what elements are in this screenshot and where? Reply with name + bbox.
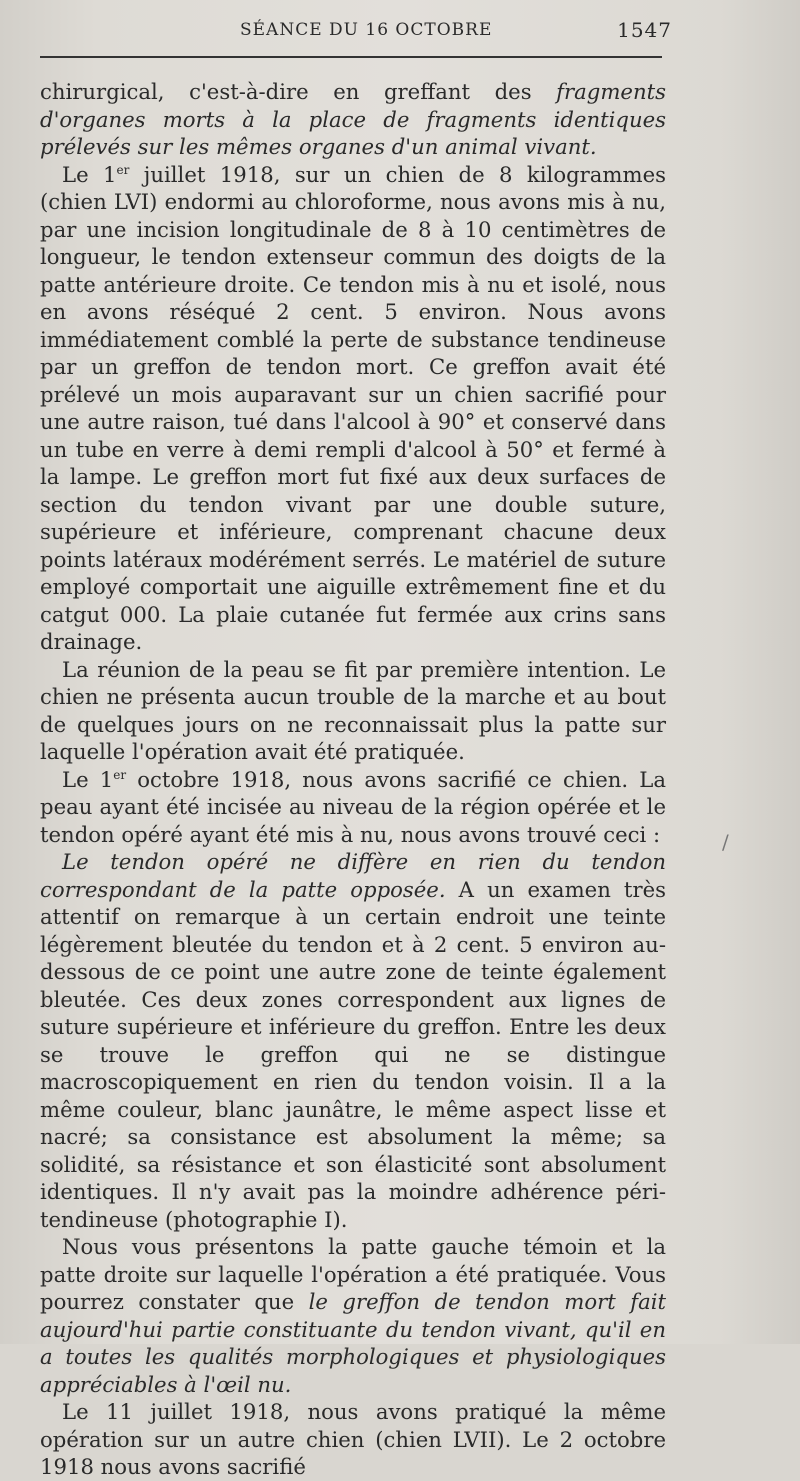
italic-text: Le tendon opéré ne diffère en rien du tendon correspondant de la patte opposée. xyxy=(40,849,666,902)
paragraph xyxy=(40,1233,666,1398)
italic-text: le greffon de tendon mort fait aujourd'hui partie constituante du tendon vivant, qu'il en a toutes les qualités morphologiques et physiologiques appréciables à l'œil nu. xyxy=(40,1289,666,1397)
header-rule xyxy=(40,56,662,58)
body-text xyxy=(40,78,666,1481)
text-segment: A un examen très attentif on remarque à un certain endroit une teinte légèrement bleutée du tendon et à 2 cent. 5 environ au-dessous de ce point une autre zone de teinte également bleutée. Ces deux zones correspondent aux lignes de suture supérieure et inférieure du greffon. Entre les deux se trouve le greffon qui ne se distingue macroscopiquement en rien du tendon voisin. Il a la même couleur, blanc jaunâtre, le même aspect lisse et nacré; sa consistance est absolument la même; sa solidité, sa résistance et son élasticité sont absolument identiques. Il n'y avait pas la moindre adhérence péri-tendineuse (photographie I). xyxy=(40,876,666,1232)
text-segment: juillet 1918, sur un chien de 8 kilogrammes (chien LVI) endormi au chloroforme, nous avons mis à nu, par une incision longitudinale de 8 à 10 centimètres de longueur, le tendon extenseur commun des doigts de la patte antérieure droite. Ce tendon mis à nu et isolé, nous en avons réséqué 2 cent. 5 environ. Nous avons immédiatement comblé la perte de substance tendineuse par un greffon de tendon mort. Ce greffon avait été prélevé un mois auparavant sur un chien sacrifié pour une autre raison, tué dans l'alcool à 90° et conservé dans un tube en verre à demi rempli d'alcool à 50° et fermé à la lampe. Le greffon mort fut fixé aux deux surfaces de section du tendon vivant par une double suture, supérieure et inférieure, comprenant chacune deux points latéraux modérément serrés. Le matériel de suture employé comportait une aiguille extrêmement fine et du catgut 000. La plaie cutanée fut fermée aux crins sans drainage. xyxy=(40,161,666,654)
paragraph xyxy=(40,1398,666,1481)
text-segment: octobre 1918, nous avons sacrifié ce chien. La peau ayant été incisée au niveau de la région opérée et le tendon opéré ayant été mis à nu, nous avons trouvé ceci : xyxy=(40,766,666,847)
superscript: er xyxy=(116,162,130,177)
text-segment: Le 1 xyxy=(62,161,117,187)
paragraph xyxy=(40,78,666,161)
margin-pencil-mark: / xyxy=(722,830,729,854)
paragraph xyxy=(40,161,666,656)
page-number: 1547 xyxy=(617,18,672,42)
text-segment: Le 1 xyxy=(62,766,114,792)
text-segment: chirurgical, c'est-à-dire en greffant des xyxy=(40,79,557,104)
paragraph xyxy=(40,766,666,849)
paragraph xyxy=(40,848,666,1233)
text-segment: Nous vous présentons la patte gauche témoin et la patte droite sur laquelle l'opération a été pratiquée. Vous pourrez constater que xyxy=(40,1234,666,1314)
paragraph xyxy=(40,656,666,766)
page-header xyxy=(40,14,670,44)
text-segment: Le 11 juillet 1918, nous avons pratiqué la même opération sur un autre chien (chien LVII). Le 2 octobre 1918 nous avons sacrifié xyxy=(40,1399,666,1479)
italic-text: fragments d'organes morts à la place de fragments identiques prélevés sur les mêmes organes d'un animal vivant. xyxy=(40,79,666,159)
text-segment: La réunion de la peau se fit par première intention. Le chien ne présenta aucun trouble de la marche et au bout de quelques jours on ne reconnaissait plus la patte sur laquelle l'opération avait été pratiquée. xyxy=(40,656,666,764)
superscript: er xyxy=(113,767,127,782)
running-title: SÉANCE DU 16 OCTOBRE xyxy=(240,20,493,40)
